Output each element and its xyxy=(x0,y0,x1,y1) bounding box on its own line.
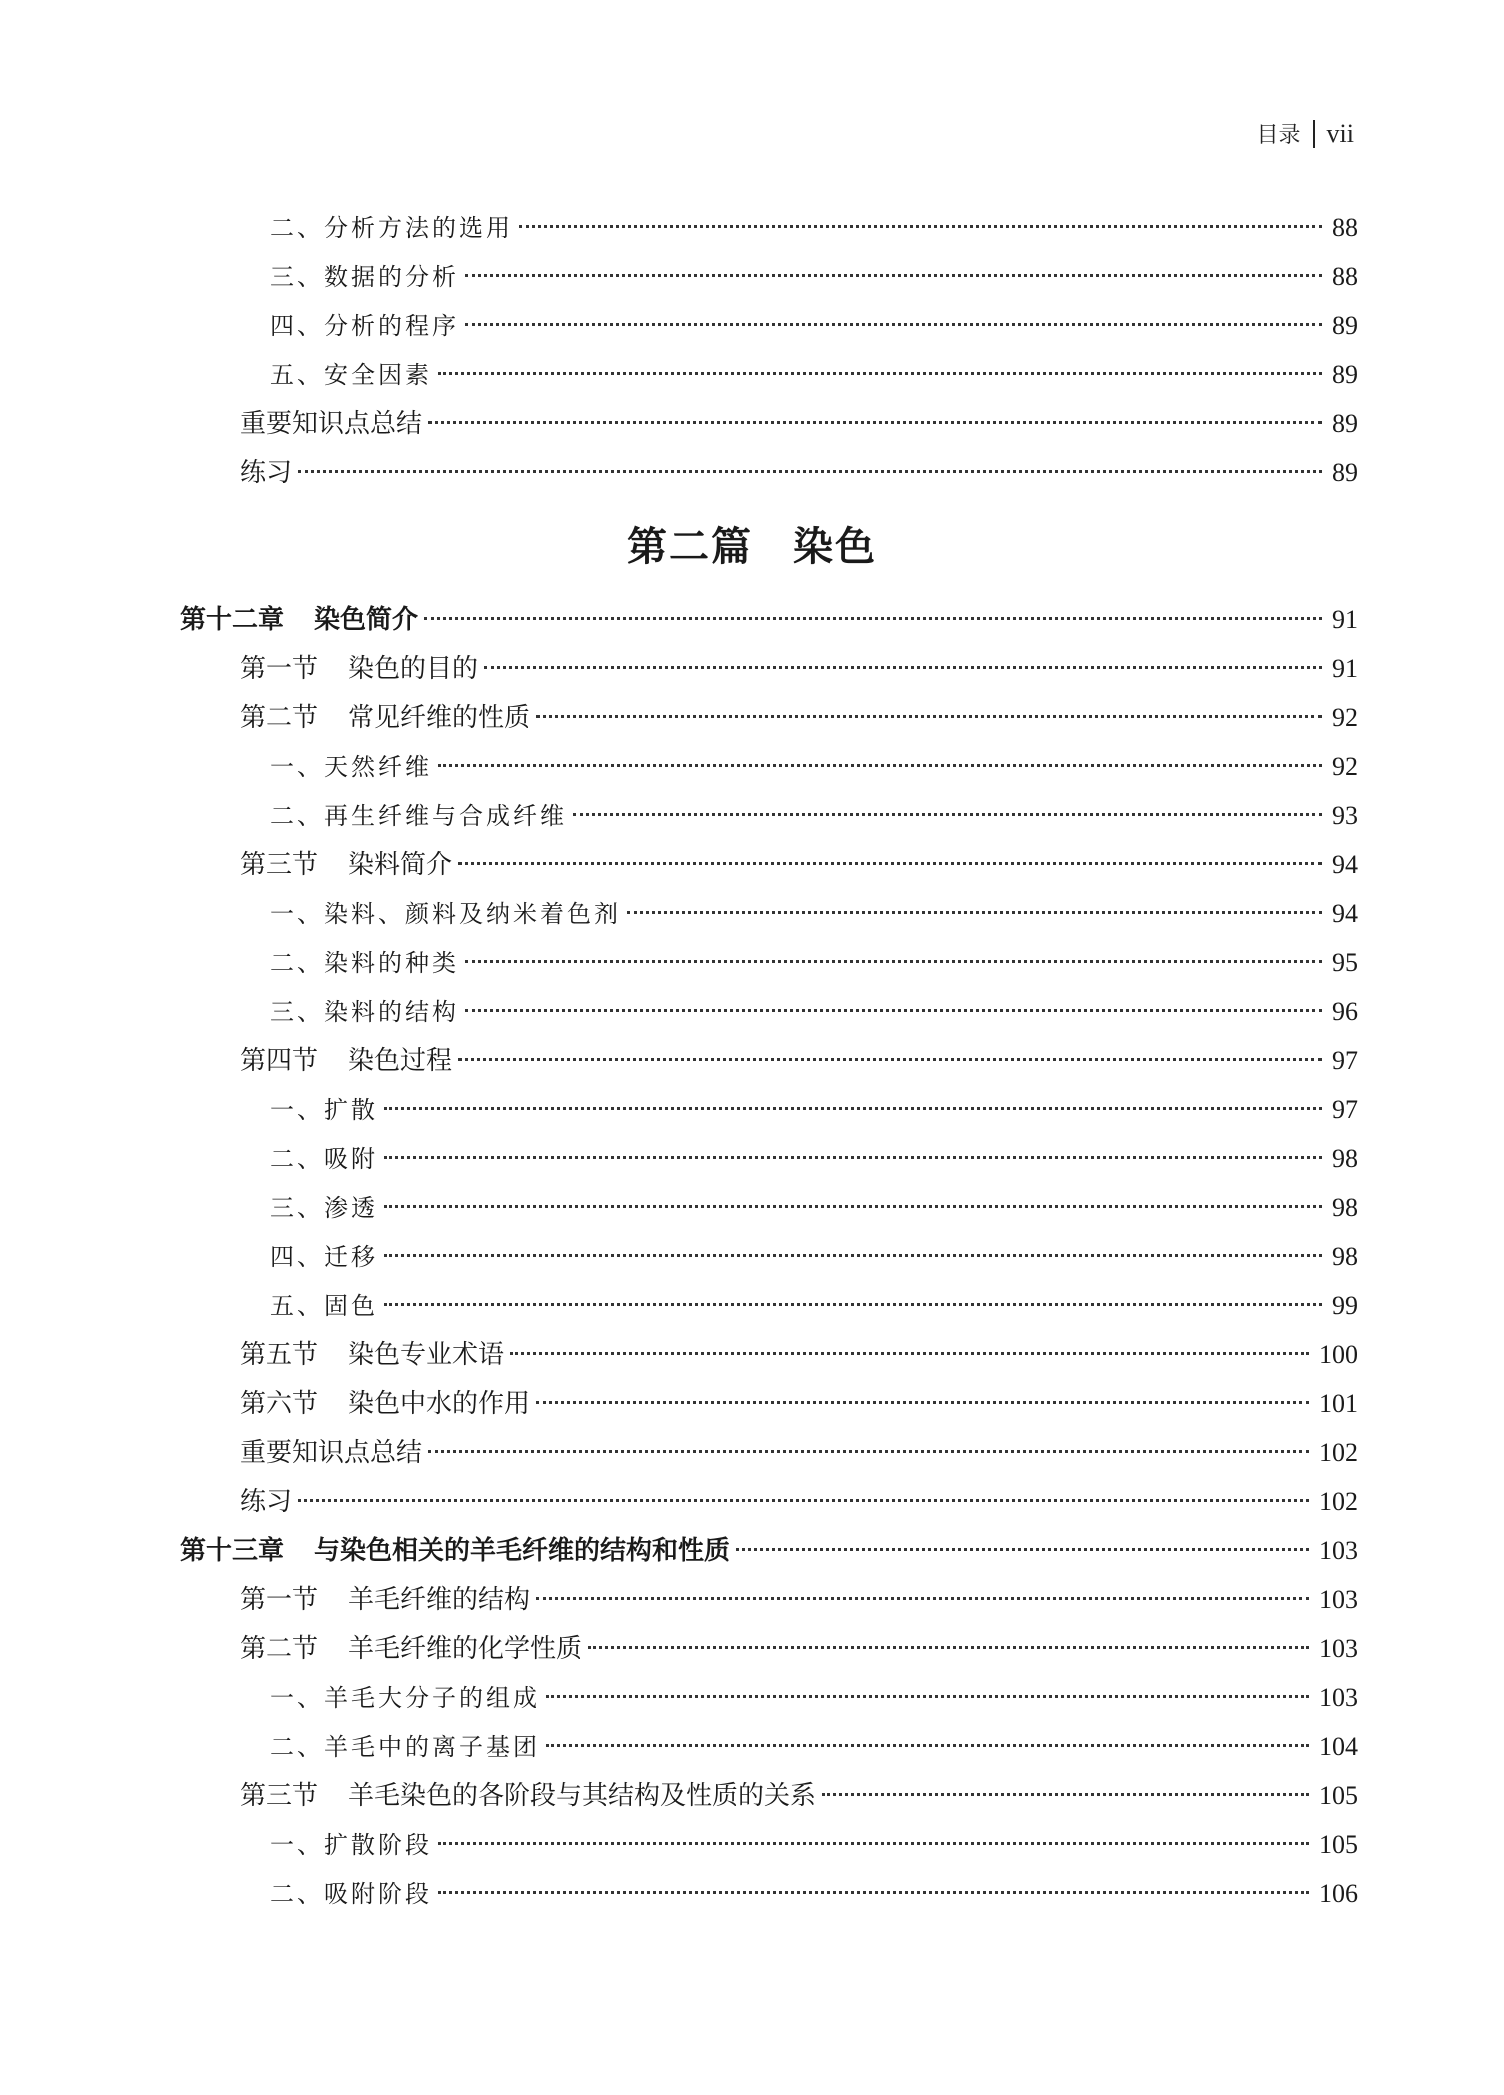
toc-entry[interactable] xyxy=(270,257,1358,297)
toc-entry-page: 104 xyxy=(1319,1732,1358,1761)
running-head-section: 目录 xyxy=(1256,123,1301,148)
toc-entry-label: 第二节 xyxy=(240,703,319,733)
toc-entry-page: 106 xyxy=(1319,1879,1358,1908)
dot-leader xyxy=(424,617,1322,620)
toc-section-entry[interactable] xyxy=(240,1041,1358,1081)
toc-entry-page: 102 xyxy=(1319,1487,1358,1516)
dot-leader xyxy=(627,911,1322,914)
dot-leader xyxy=(298,1499,1309,1502)
dot-leader xyxy=(428,1450,1309,1453)
toc-entry-text: 固色 xyxy=(324,1292,378,1320)
toc-entry-page: 94 xyxy=(1332,899,1358,928)
toc-entry-text: 数据的分析 xyxy=(324,263,459,291)
toc-entry[interactable] xyxy=(270,1237,1358,1277)
toc-entry-text: 染色简介 xyxy=(314,605,419,635)
toc-entry[interactable] xyxy=(240,453,1358,493)
toc-section-entry[interactable] xyxy=(240,1776,1358,1816)
toc-entry-text: 染色专业术语 xyxy=(348,1340,505,1370)
toc-entry-page: 91 xyxy=(1332,654,1358,683)
toc-entry-page: 89 xyxy=(1332,458,1358,487)
toc-entry[interactable] xyxy=(270,747,1358,787)
dot-leader xyxy=(519,225,1322,228)
toc-entry[interactable] xyxy=(270,894,1358,934)
toc-entry-label: 第五节 xyxy=(240,1340,319,1370)
dot-leader xyxy=(384,1303,1322,1306)
toc-entry[interactable] xyxy=(270,796,1358,836)
toc-entry[interactable] xyxy=(270,1874,1358,1914)
toc-entry-page: 102 xyxy=(1319,1438,1358,1467)
toc-chapter-entry[interactable] xyxy=(180,600,1358,640)
toc-entry-page: 105 xyxy=(1319,1781,1358,1810)
dot-leader xyxy=(536,1401,1309,1404)
toc-entry-text: 吸附 xyxy=(324,1145,378,1173)
toc-entry-text: 染料的种类 xyxy=(324,949,459,977)
toc-entry-label: 四、 xyxy=(270,312,324,340)
toc-entry-label: 二、 xyxy=(270,214,324,242)
toc-entry-page: 98 xyxy=(1332,1144,1358,1173)
toc-entry[interactable] xyxy=(270,1825,1358,1865)
part-number: 第二篇 xyxy=(627,524,753,570)
toc-entry[interactable] xyxy=(270,1090,1358,1130)
toc-chapter-entry[interactable] xyxy=(180,1531,1358,1571)
toc-entry-page: 98 xyxy=(1332,1242,1358,1271)
toc-entry[interactable] xyxy=(240,1433,1358,1473)
toc-entry-text: 羊毛大分子的组成 xyxy=(324,1684,540,1712)
toc-entry-page: 97 xyxy=(1332,1095,1358,1124)
toc-entry-page: 94 xyxy=(1332,850,1358,879)
toc-entry-label: 第六节 xyxy=(240,1389,319,1419)
dot-leader xyxy=(298,470,1322,473)
dot-leader xyxy=(384,1156,1322,1159)
dot-leader xyxy=(465,323,1322,326)
toc-entry-label: 第四节 xyxy=(240,1046,319,1076)
toc-entry-text: 分析方法的选用 xyxy=(324,214,513,242)
toc-entry-text: 染色的目的 xyxy=(348,654,479,684)
dot-leader xyxy=(484,666,1322,669)
toc-entry-page: 88 xyxy=(1332,213,1358,242)
toc-entry-text: 染料、颜料及纳米着色剂 xyxy=(324,900,621,928)
toc-entry-label: 三、 xyxy=(270,263,324,291)
dot-leader xyxy=(384,1254,1322,1257)
dot-leader xyxy=(822,1793,1309,1796)
toc-entry-page: 97 xyxy=(1332,1046,1358,1075)
toc-entry-text: 扩散阶段 xyxy=(324,1831,432,1859)
toc-entry-page: 95 xyxy=(1332,948,1358,977)
dot-leader xyxy=(438,1891,1309,1894)
toc-section-entry[interactable] xyxy=(240,649,1358,689)
dot-leader xyxy=(588,1646,1309,1649)
toc-entry-text: 重要知识点总结 xyxy=(240,1438,423,1468)
toc-entry[interactable] xyxy=(270,306,1358,346)
running-head-divider xyxy=(1313,120,1315,148)
running-head xyxy=(1257,118,1354,149)
toc-section-entry[interactable] xyxy=(240,1629,1358,1669)
toc-entry-label: 一、 xyxy=(270,900,324,928)
dot-leader xyxy=(573,813,1322,816)
toc-entry-text: 分析的程序 xyxy=(324,312,459,340)
toc-entry-text: 染色中水的作用 xyxy=(348,1389,531,1419)
dot-leader xyxy=(458,862,1322,865)
toc-section-entry[interactable] xyxy=(240,845,1358,885)
toc-entry-text: 羊毛染色的各阶段与其结构及性质的关系 xyxy=(348,1781,817,1811)
toc-entry-label: 一、 xyxy=(270,1096,324,1124)
toc-entry-label: 五、 xyxy=(270,1292,324,1320)
toc-entry[interactable] xyxy=(270,1188,1358,1228)
dot-leader xyxy=(736,1548,1309,1551)
toc-entry-page: 98 xyxy=(1332,1193,1358,1222)
running-head-page-number: vii xyxy=(1326,118,1354,148)
toc-entry-label: 二、 xyxy=(270,1145,324,1173)
toc-entry[interactable] xyxy=(270,1139,1358,1179)
toc-entry-label: 第二节 xyxy=(240,1634,319,1664)
toc-entry-text: 羊毛纤维的结构 xyxy=(348,1585,531,1615)
dot-leader xyxy=(546,1695,1309,1698)
toc-entry-page: 105 xyxy=(1319,1830,1358,1859)
toc-entry-text: 吸附阶段 xyxy=(324,1880,432,1908)
dot-leader xyxy=(465,274,1322,277)
dot-leader xyxy=(384,1107,1322,1110)
toc-entry-label: 四、 xyxy=(270,1243,324,1271)
toc-entry-text: 常见纤维的性质 xyxy=(348,703,531,733)
toc-entry-page: 103 xyxy=(1319,1683,1358,1712)
toc-entry[interactable] xyxy=(270,1678,1358,1718)
toc-entry-page: 103 xyxy=(1319,1536,1358,1565)
toc-entry-label: 第一节 xyxy=(240,1585,319,1615)
toc-entry-label: 第十二章 xyxy=(180,605,285,635)
toc-entry[interactable] xyxy=(240,1482,1358,1522)
toc-entry-label: 一、 xyxy=(270,1831,324,1859)
toc-entry-page: 103 xyxy=(1319,1634,1358,1663)
toc-entry-page: 88 xyxy=(1332,262,1358,291)
toc-entry-text: 练习 xyxy=(240,458,293,488)
toc-entry-page: 99 xyxy=(1332,1291,1358,1320)
toc-entry-label: 二、 xyxy=(270,1880,324,1908)
toc-entry-page: 96 xyxy=(1332,997,1358,1026)
toc-entry-text: 再生纤维与合成纤维 xyxy=(324,802,567,830)
toc-entry[interactable] xyxy=(270,1286,1358,1326)
toc-entry[interactable] xyxy=(270,992,1358,1032)
toc-entry-page: 92 xyxy=(1332,752,1358,781)
toc-entry-text: 安全因素 xyxy=(324,361,432,389)
toc-section-entry[interactable] xyxy=(240,1384,1358,1424)
dot-leader xyxy=(546,1744,1309,1747)
toc-entry[interactable] xyxy=(270,943,1358,983)
dot-leader xyxy=(536,1597,1309,1600)
dot-leader xyxy=(438,764,1322,767)
dot-leader xyxy=(438,372,1322,375)
toc-entry-label: 第一节 xyxy=(240,654,319,684)
dot-leader xyxy=(458,1058,1322,1061)
toc-entry-page: 89 xyxy=(1332,311,1358,340)
toc-entry-label: 二、 xyxy=(270,1733,324,1761)
part-name: 染色 xyxy=(793,524,877,570)
dot-leader xyxy=(510,1352,1309,1355)
dot-leader xyxy=(428,421,1322,424)
toc-entry-text: 与染色相关的羊毛纤维的结构和性质 xyxy=(314,1536,731,1566)
toc-entry-page: 89 xyxy=(1332,409,1358,438)
toc-section-entry[interactable] xyxy=(240,698,1358,738)
toc-entry-text: 染料的结构 xyxy=(324,998,459,1026)
toc-entry-text: 扩散 xyxy=(324,1096,378,1124)
dot-leader xyxy=(438,1842,1309,1845)
toc-entry-label: 一、 xyxy=(270,753,324,781)
toc-entry[interactable] xyxy=(240,404,1358,444)
toc-entry-label: 三、 xyxy=(270,998,324,1026)
toc-entry-label: 第三节 xyxy=(240,850,319,880)
toc-section-entry[interactable] xyxy=(240,1335,1358,1375)
toc-entry-page: 89 xyxy=(1332,360,1358,389)
dot-leader xyxy=(465,960,1322,963)
toc-entry-page: 103 xyxy=(1319,1585,1358,1614)
toc-entry-label: 五、 xyxy=(270,361,324,389)
toc-entry-text: 练习 xyxy=(240,1487,293,1517)
toc-entry-text: 染色过程 xyxy=(348,1046,453,1076)
dot-leader xyxy=(384,1205,1322,1208)
toc-entry-page: 100 xyxy=(1319,1340,1358,1369)
toc-entry-label: 二、 xyxy=(270,802,324,830)
toc-entry-label: 一、 xyxy=(270,1684,324,1712)
part-title xyxy=(0,515,1504,572)
toc-entry[interactable] xyxy=(270,1727,1358,1767)
toc-entry-label: 三、 xyxy=(270,1194,324,1222)
dot-leader xyxy=(465,1009,1322,1012)
toc-entry-page: 93 xyxy=(1332,801,1358,830)
toc-entry-text: 染料简介 xyxy=(348,850,453,880)
dot-leader xyxy=(536,715,1322,718)
toc-entry-text: 迁移 xyxy=(324,1243,378,1271)
toc-entry-text: 羊毛中的离子基团 xyxy=(324,1733,540,1761)
toc-entry[interactable] xyxy=(270,355,1358,395)
toc-entry-page: 91 xyxy=(1332,605,1358,634)
toc-entry-text: 重要知识点总结 xyxy=(240,409,423,439)
toc-entry-text: 羊毛纤维的化学性质 xyxy=(348,1634,583,1664)
toc-entry-page: 101 xyxy=(1319,1389,1358,1418)
toc-entry-label: 二、 xyxy=(270,949,324,977)
toc-entry-page: 92 xyxy=(1332,703,1358,732)
toc-section-entry[interactable] xyxy=(240,1580,1358,1620)
toc-entry-label: 第三节 xyxy=(240,1781,319,1811)
toc-entry-text: 天然纤维 xyxy=(324,753,432,781)
toc-entry-label: 第十三章 xyxy=(180,1536,285,1566)
toc-entry-text: 渗透 xyxy=(324,1194,378,1222)
toc-entry[interactable] xyxy=(270,208,1358,248)
